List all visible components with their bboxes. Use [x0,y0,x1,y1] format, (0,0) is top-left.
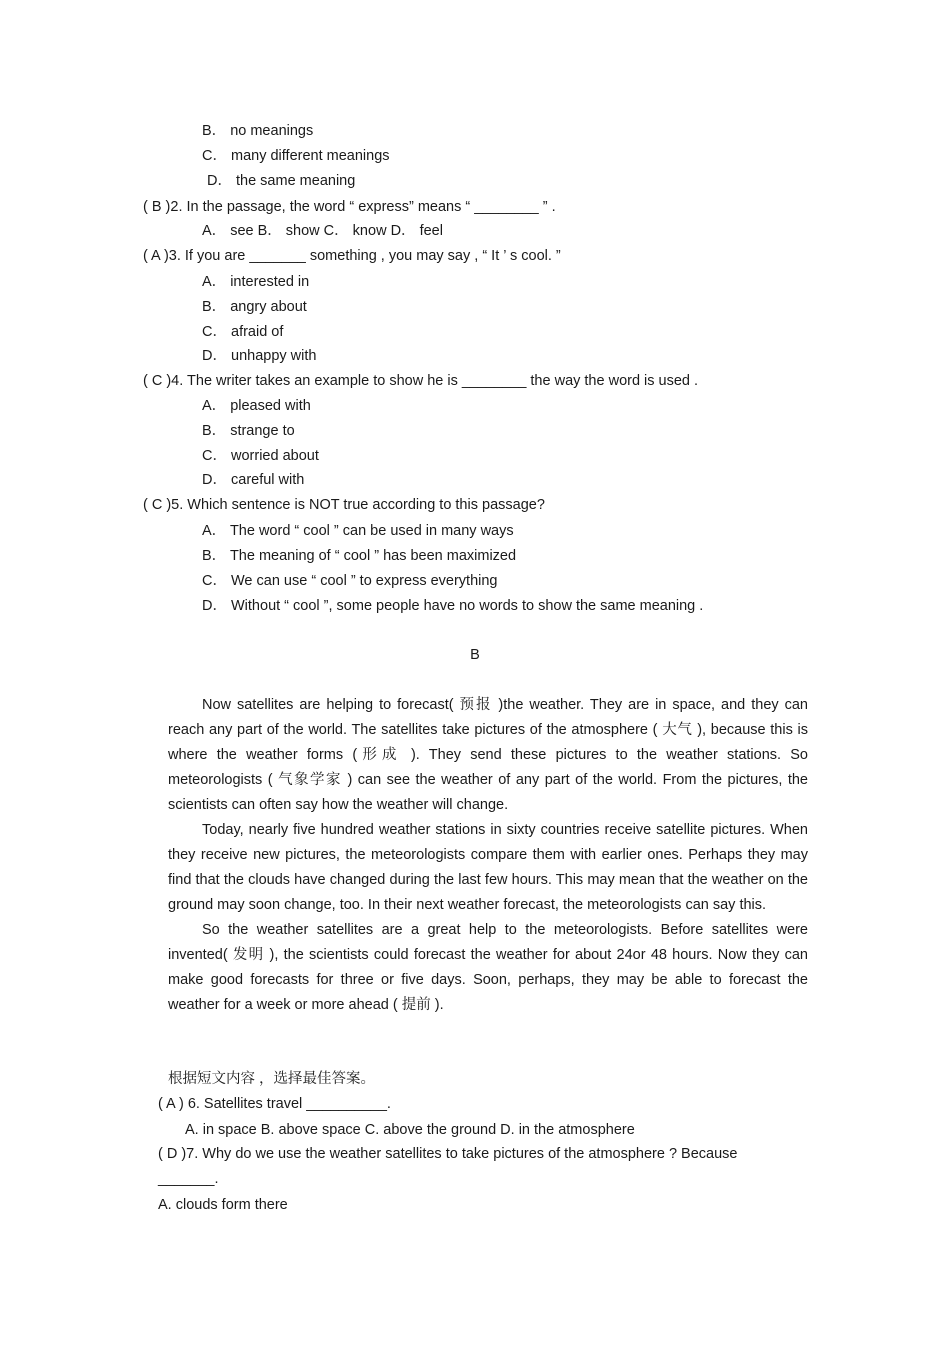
q7-blank: _______. [158,1171,219,1187]
q4-option-d: D． careful with [202,472,305,488]
q5-option-b: B． The meaning of “ cool ” has been maximized [202,548,517,564]
q3-option-a: A． interested in [202,274,310,290]
q2-stem: ( B )2. In the passage, the word “ express” means “ ________ ” . [143,199,556,215]
q6-stem: ( A ) 6. Satellites travel __________. [158,1096,391,1112]
q3-option-b: B． angry about [202,299,307,315]
q7-stem: ( D )7. Why do we use the weather satellites to take pictures of the atmosphere ? Because [158,1146,738,1162]
q1-option-b: B． no meanings [202,123,314,139]
q5-stem: ( C )5. Which sentence is NOT true according to this passage? [143,497,545,513]
q5-option-d: D． Without “ cool ”, some people have no words to show the same meaning . [202,598,704,614]
q5-option-a: A． The word “ cool ” can be used in many ways [202,523,514,539]
passage-paragraph-1: Now satellites are helping to forecast( 预报 )the weather. They are in space, and they can reach any part of the world. The satellites take pictures of the atmosphere ( 大气 ), because this is where the weather forms (形成 ). They send these pictures to the weather stations. So meteorologists ( 气象学家 ) can see the weather of any part of the world. From the pictures, the scientists can often say how the weather will change. [168,697,808,813]
passage-b [168,693,808,1018]
q1-option-d: D． the same meaning [207,173,356,189]
q4-stem: ( C )4. The writer takes an example to show he is ________ the way the word is used . [143,373,699,389]
q6-options: A. in space B. above space C. above the ground D. in the atmosphere [185,1122,635,1138]
q4-option-a: A． pleased with [202,398,311,414]
section-b-label: B [470,647,480,663]
q3-option-c: C． afraid of [202,324,284,340]
q1-option-c: C． many different meanings [202,148,390,164]
section-b-instruction: 根据短文内容 ，选择最佳答案。 [168,1071,376,1087]
q5-option-c: C． We can use “ cool ” to express everything [202,573,498,589]
q4-option-c: C． worried about [202,448,319,464]
q3-option-d: D． unhappy with [202,348,317,364]
q7-option-a: A. clouds form there [158,1197,288,1213]
q4-option-b: B． strange to [202,423,295,439]
q2-options: A． see B． show C． know D． feel [202,223,443,239]
passage-paragraph-2: Today, nearly five hundred weather stations in sixty countries receive satellite pictures. When they receive new pictures, the meteorologists compare them with earlier ones. Perhaps they may find that the clouds have changed during the last few hours. This may mean that the weather on the ground may soon change, too. In their next weather forecast, the meteorologists can say this. [168,822,808,913]
q3-stem: ( A )3. If you are _______ something , you may say , “ It ’ s cool. ” [143,248,561,264]
passage-paragraph-3: So the weather satellites are a great help to the meteorologists. Before satellites were invented( 发明 ), the scientists could forecast the weather for about 24or 48 hours. Now they can make good forecasts for three or five days. Soon, perhaps, they may be able to forecast the weather for a week or more ahead ( 提前 ). [168,922,808,1013]
